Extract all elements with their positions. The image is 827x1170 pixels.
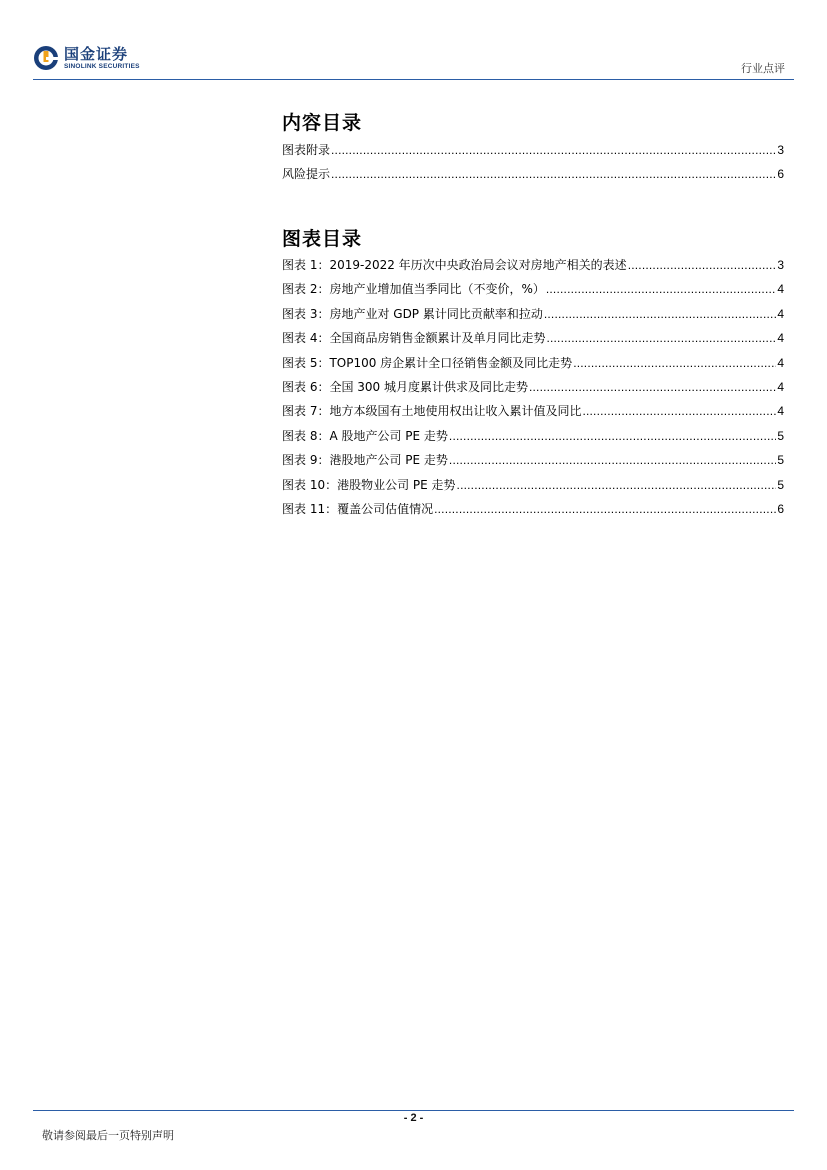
figure-entry-label: 图表 7：地方本级国有土地使用权出让收入累计值及同比: [282, 404, 582, 419]
dot-leader: [546, 282, 776, 296]
figure-entry[interactable]: [282, 500, 784, 524]
company-logo: [33, 45, 140, 71]
logo-english-name: SINOLINK SECURITIES: [64, 62, 140, 70]
figure-entry-label: 图表 5：TOP100 房企累计全口径销售金额及同比走势: [282, 355, 573, 370]
toc-list: [282, 141, 784, 190]
figure-entry-label: 图表 4：全国商品房销售金额累计及单月同比走势: [282, 331, 546, 346]
dot-leader: [544, 307, 776, 321]
document-type-label: 行业点评: [741, 62, 785, 75]
figure-entry[interactable]: [282, 280, 784, 304]
figure-entry[interactable]: [282, 378, 784, 402]
figure-entry[interactable]: [282, 305, 784, 329]
figure-entry-page: 4: [777, 379, 784, 394]
figure-list-title: 图表目录: [282, 228, 363, 250]
figure-entry[interactable]: [282, 402, 784, 426]
dot-leader: [331, 143, 776, 157]
disclaimer-note: 敬请参阅最后一页特别声明: [42, 1129, 174, 1142]
toc-title: 内容目录: [282, 112, 363, 134]
figure-entry-label: 图表 9：港股地产公司 PE 走势: [282, 453, 448, 468]
figure-entry-page: 3: [777, 258, 784, 272]
figure-entry-page: 4: [777, 404, 784, 419]
logo-chinese-name: 国金证券: [64, 44, 129, 63]
figure-entry[interactable]: [282, 451, 784, 475]
figure-entry-label: 图表 10：港股物业公司 PE 走势: [282, 477, 456, 492]
dot-leader: [529, 380, 776, 394]
dot-leader: [573, 356, 776, 370]
figure-entry[interactable]: [282, 427, 784, 451]
header-divider: [33, 79, 794, 80]
dot-leader: [628, 258, 777, 272]
figure-entry-page: 6: [777, 501, 784, 516]
page-header: [0, 0, 827, 82]
toc-entry-label: 图表附录: [282, 143, 331, 157]
sinolink-logo-icon: [33, 45, 59, 71]
figure-entry-page: 4: [777, 331, 784, 346]
figure-entry-page: 5: [777, 477, 784, 492]
page-number: - 2 -: [403, 1112, 424, 1124]
dot-leader: [449, 429, 776, 443]
dot-leader: [331, 167, 776, 181]
figure-entry[interactable]: [282, 354, 784, 378]
figure-entry-page: 5: [777, 453, 784, 468]
toc-entry-label: 风险提示: [282, 167, 331, 182]
dot-leader: [546, 331, 776, 345]
toc-entry[interactable]: [282, 165, 784, 189]
figure-entry-label: 图表 11：覆盖公司估值情况: [282, 501, 434, 516]
dot-leader: [434, 502, 776, 516]
figure-entry[interactable]: [282, 476, 784, 500]
figure-entry-page: 4: [777, 282, 784, 297]
figure-entry-label: 图表 3：房地产业对 GDP 累计同比贡献率和拉动: [282, 306, 543, 321]
toc-entry[interactable]: [282, 141, 784, 165]
figure-entry-page: 4: [777, 306, 784, 321]
toc-entry-page: 6: [777, 167, 784, 182]
figure-entry-label: 图表 6：全国 300 城月度累计供求及同比走势: [282, 379, 528, 394]
footer-divider: [33, 1110, 794, 1111]
figure-list: [282, 256, 784, 524]
figure-entry[interactable]: [282, 329, 784, 353]
figure-entry-page: 4: [777, 355, 784, 370]
figure-entry[interactable]: [282, 256, 784, 280]
dot-leader: [582, 404, 776, 418]
figure-entry-label: 图表 8：A 股地产公司 PE 走势: [282, 428, 448, 443]
dot-leader: [457, 478, 777, 492]
toc-entry-page: 3: [777, 143, 784, 157]
figure-entry-page: 5: [777, 428, 784, 443]
figure-entry-label: 图表 1：2019-2022 年历次中央政治局会议对房地产相关的表述: [282, 258, 627, 272]
dot-leader: [449, 453, 776, 467]
figure-entry-label: 图表 2：房地产业增加值当季同比（不变价，%）: [282, 282, 545, 297]
